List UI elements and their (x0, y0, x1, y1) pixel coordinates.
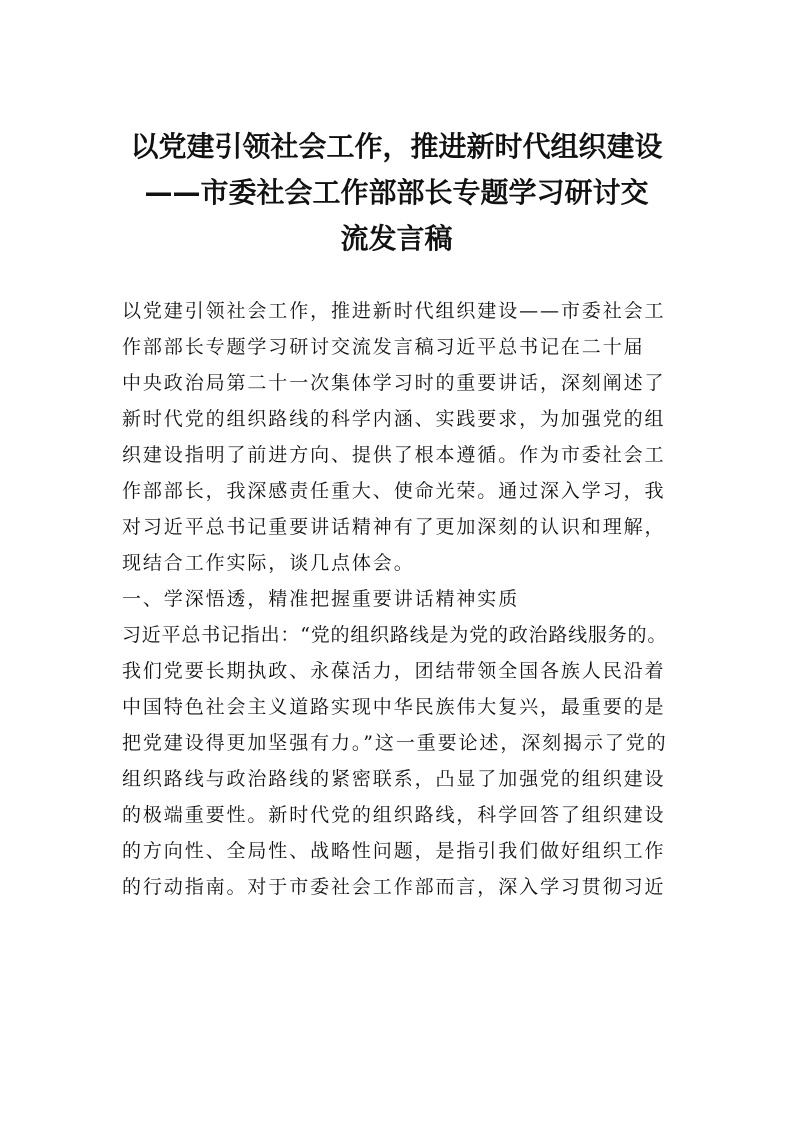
body-line: 新时代党的组织路线的科学内涵、实践要求，为加强党的组 (122, 408, 666, 430)
body-line: 的行动指南。对于市委社会工作部而言，深入学习贯彻习近 (122, 876, 666, 898)
body-line: 织建设指明了前进方向、提供了根本遵循。作为市委社会工 (122, 444, 666, 466)
title-line: 以党建引领社会工作，推进新时代组织建设 (130, 130, 663, 163)
section-heading: 一、学深悟透，精准把握重要讲话精神实质 (122, 588, 520, 610)
document-title (100, 124, 693, 262)
body-line: 把党建设得更加坚强有力。”这一重要论述，深刻揭示了党的 (122, 732, 668, 754)
body-line: 作部部长专题学习研讨交流发言稿习近平总书记在二十届 (122, 336, 645, 358)
body-line: 组织路线与政治路线的紧密联系，凸显了加强党的组织建设 (122, 768, 666, 790)
body-line: 以党建引领社会工作，推进新时代组织建设——市委社会工 (122, 300, 666, 322)
title-line: 流发言稿 (340, 222, 453, 255)
body-line: 现结合工作实际，谈几点体会。 (122, 552, 415, 574)
title-line: ——市委社会工作部部长专题学习研讨交 (144, 176, 649, 209)
body-line: 对习近平总书记重要讲话精神有了更加深刻的认识和理解， (122, 516, 666, 538)
body-line: 我们党要长期执政、永葆活力，团结带领全国各族人民沿着 (122, 660, 666, 682)
document-body (122, 293, 677, 905)
body-line: 作部部长，我深感责任重大、使命光荣。通过深入学习，我 (122, 480, 666, 502)
body-line: 的方向性、全局性、战略性问题，是指引我们做好组织工作 (122, 840, 666, 862)
body-line: 习近平总书记指出：“党的组织路线是为党的政治路线服务的。 (122, 624, 668, 646)
body-line: 中国特色社会主义道路实现中华民族伟大复兴，最重要的是 (122, 696, 666, 718)
body-line: 中央政治局第二十一次集体学习时的重要讲话，深刻阐述了 (122, 372, 666, 394)
body-line: 的极端重要性。新时代党的组织路线，科学回答了组织建设 (122, 804, 666, 826)
